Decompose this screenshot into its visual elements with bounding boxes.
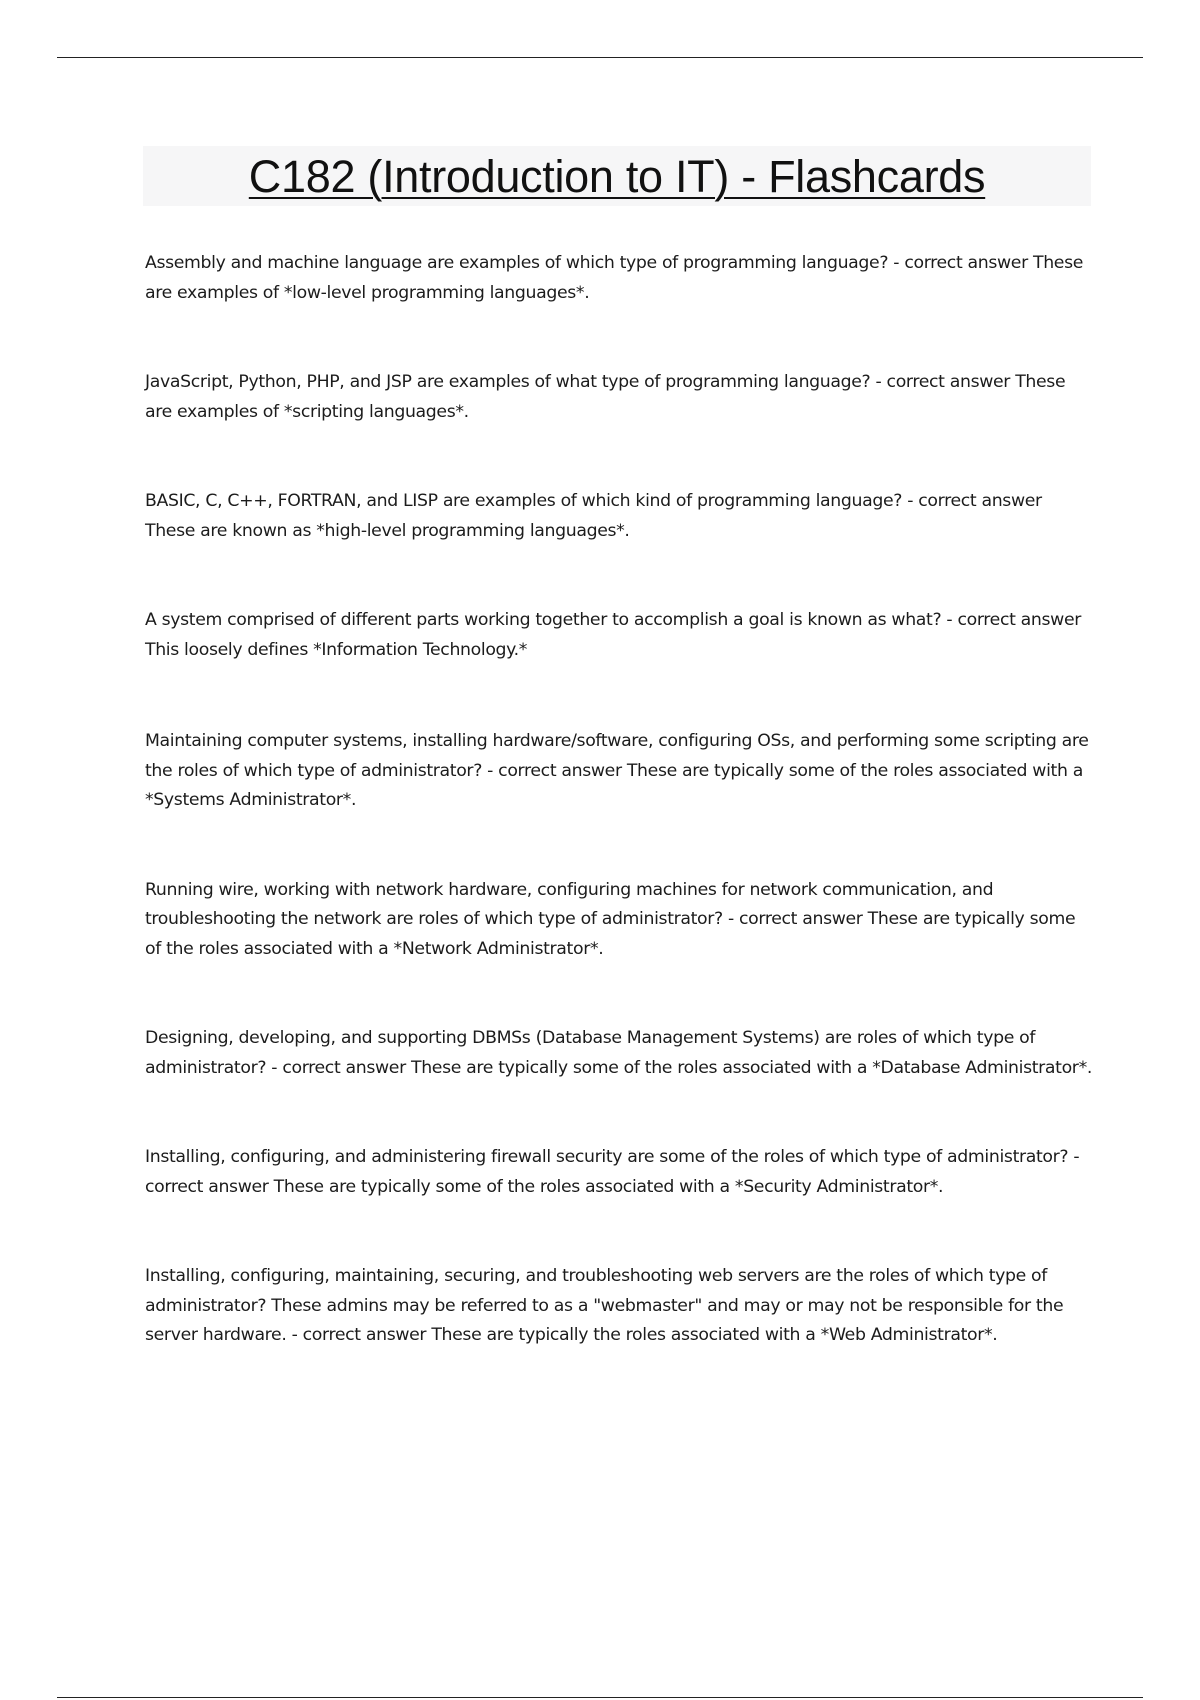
flashcard-low-level-languages: Assembly and machine language are examples of which type of programming language? - correct answer These are examples of *low-level programming languages*. bbox=[145, 253, 1084, 303]
title-band bbox=[143, 146, 1091, 206]
page-title: C182 (Introduction to IT) - Flashcards bbox=[248, 150, 986, 202]
bottom-divider bbox=[57, 1697, 1143, 1698]
flashcard-database-administrator: Designing, developing, and supporting DBMSs (Database Management Systems) are roles of which type of administrator? - correct answer These are typically some of the roles associated with a *Database Administrator*. bbox=[145, 1028, 1093, 1078]
flashcard-high-level-languages: BASIC, C, C++, FORTRAN, and LISP are examples of which kind of programming language? - correct answer These are known as *high-level programming languages*. bbox=[145, 491, 1042, 541]
flashcard-information-technology: A system comprised of different parts working together to accomplish a goal is known as what? - correct answer This loosely defines *Information Technology.* bbox=[145, 610, 1081, 660]
flashcard-scripting-languages: JavaScript, Python, PHP, and JSP are examples of what type of programming language? - correct answer These are examples of *scripting languages*. bbox=[145, 372, 1066, 422]
flashcard-systems-administrator: Maintaining computer systems, installing hardware/software, configuring OSs, and performing some scripting are the roles of which type of administrator? - correct answer These are typically some of the roles associated with a *Systems Administrator*. bbox=[145, 731, 1089, 810]
flashcard-web-administrator: Installing, configuring, maintaining, securing, and troubleshooting web servers are the roles of which type of administrator? These admins may be referred to as a "webmaster" and may or may not be responsible for the server hardware. - correct answer These are typically the roles associated with a *Web Administrator*. bbox=[145, 1266, 1064, 1345]
flashcard-network-administrator: Running wire, working with network hardware, configuring machines for network communication, and troubleshooting the network are roles of which type of administrator? - correct answer These are typically some of the roles associated with a *Network Administrator*. bbox=[145, 879, 1076, 959]
top-divider bbox=[57, 57, 1143, 58]
flashcard-security-administrator: Installing, configuring, and administering firewall security are some of the roles of which type of administrator? - correct answer These are typically some of the roles associated with a *Security Administrator*. bbox=[145, 1147, 1080, 1197]
flashcard-list bbox=[145, 249, 1095, 1411]
